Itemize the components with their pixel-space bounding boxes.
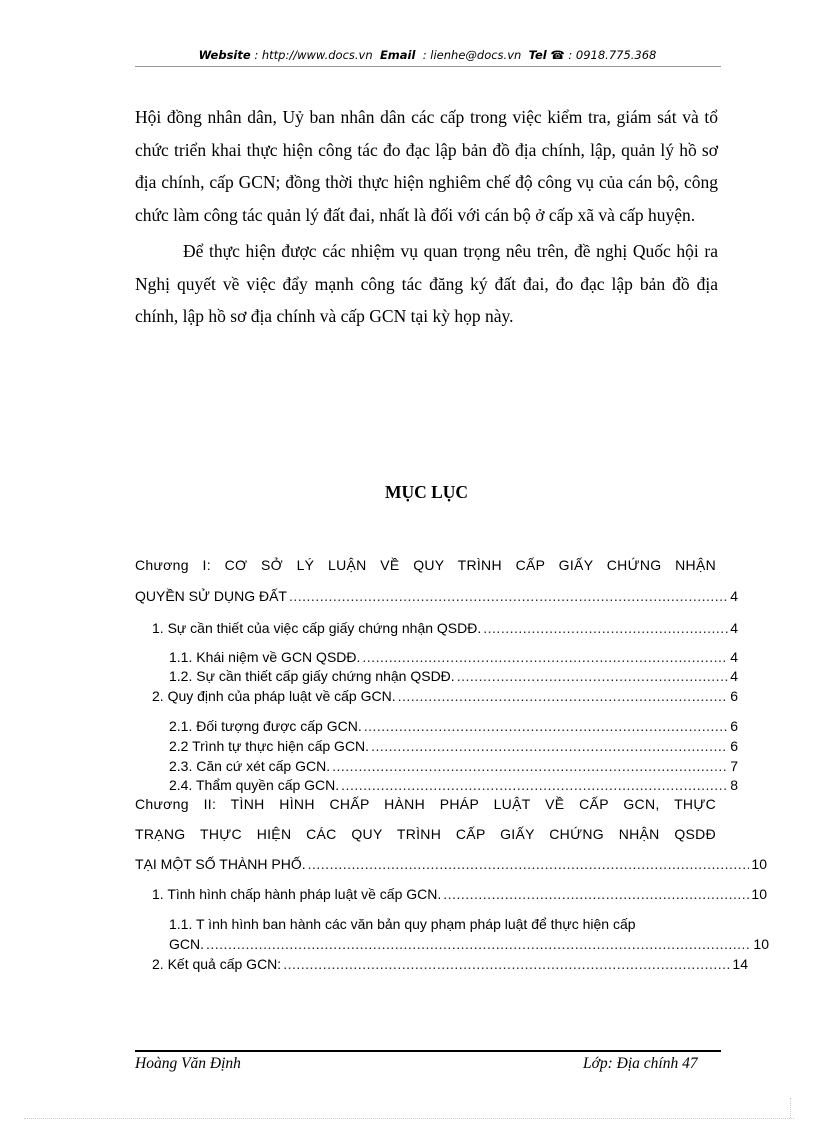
toc-page-number: 6 bbox=[730, 688, 738, 704]
page-header bbox=[135, 48, 720, 62]
toc-leader bbox=[283, 956, 730, 972]
email-label: Email bbox=[379, 48, 416, 62]
toc-leader bbox=[483, 620, 728, 636]
footer-divider bbox=[135, 1050, 721, 1052]
toc-leader bbox=[341, 777, 728, 793]
toc-entry-text: 2.1. Đối tượng được cấp GCN. bbox=[169, 718, 362, 734]
toc-page-number: 8 bbox=[730, 777, 738, 793]
toc-page-number: 6 bbox=[730, 718, 738, 734]
toc-entry-text: 2. Quy định của pháp luật về cấp GCN. bbox=[152, 688, 396, 704]
toc-chapter-2-heading-line-1[interactable]: Chương II: TÌNH HÌNH CHẤP HÀNH PHÁP LUẬT VỀ CẤP GCN, THỰC bbox=[135, 796, 716, 812]
toc-entry[interactable] bbox=[152, 956, 748, 972]
toc-leader bbox=[332, 758, 728, 774]
toc-entry[interactable] bbox=[152, 886, 767, 902]
toc-entry[interactable] bbox=[169, 758, 738, 774]
toc-entry-text: 2.3. Căn cứ xét cấp GCN. bbox=[169, 758, 331, 774]
toc-entry[interactable] bbox=[169, 916, 699, 932]
toc-leader bbox=[457, 668, 729, 684]
toc-chapter-2-heading-line-2[interactable]: TRẠNG THỰC HIỆN CÁC QUY TRÌNH CẤP GIẤY CHỨNG NHẬN QSDĐ bbox=[135, 826, 716, 842]
toc-page-number: 4 bbox=[730, 620, 738, 636]
toc-leader bbox=[362, 649, 728, 665]
toc-chapter-1[interactable] bbox=[135, 588, 738, 604]
page-border-right bbox=[790, 1098, 792, 1118]
footer-author: Hoàng Văn Định bbox=[135, 1055, 241, 1072]
toc-entry[interactable] bbox=[169, 738, 738, 754]
email-address[interactable]: : lienhe@docs.vn bbox=[422, 48, 522, 62]
toc-page-number: 10 bbox=[751, 856, 767, 872]
toc-leader bbox=[308, 856, 750, 872]
toc-chapter-1-heading[interactable]: Chương I: CƠ SỞ LÝ LUẬN VỀ QUY TRÌNH CẤP GIẤY CHỨNG NHẬN bbox=[135, 557, 716, 573]
toc-page-number: 7 bbox=[730, 758, 738, 774]
toc-chapter-1-text: QUYỀN SỬ DỤNG ĐẤT bbox=[135, 588, 287, 604]
toc-page-number: 4 bbox=[730, 588, 738, 604]
toc-page-number: 10 bbox=[751, 886, 767, 902]
toc-leader bbox=[398, 688, 729, 704]
tel-label: Tel bbox=[528, 48, 547, 62]
toc-page-number: 10 bbox=[753, 936, 769, 952]
footer-class: Lớp: Địa chính 47 bbox=[583, 1055, 698, 1072]
toc-chapter-2-text: TẠI MỘT SỐ THÀNH PHỐ. bbox=[135, 856, 306, 872]
toc-page-number: 6 bbox=[730, 738, 738, 754]
toc-page-number: 14 bbox=[732, 956, 748, 972]
toc-entry-text: 2.4. Thẩm quyền cấp GCN. bbox=[169, 777, 340, 793]
toc-entry[interactable] bbox=[169, 668, 738, 684]
toc-entry[interactable] bbox=[152, 688, 738, 704]
website-label: Website bbox=[198, 48, 251, 62]
toc-entry-text: 1.2. Sự cần thiết cấp giấy chứng nhận QSDĐ. bbox=[169, 668, 455, 684]
header-divider bbox=[135, 66, 721, 67]
toc-entry-text: 1. Tình hình chấp hành pháp luật về cấp GCN. bbox=[152, 886, 442, 902]
toc-title: MỤC LỤC bbox=[384, 482, 469, 502]
toc-entry-text: 2.2 Trình tự thực hiện cấp GCN. bbox=[169, 738, 370, 754]
toc-leader bbox=[364, 718, 728, 734]
toc-chapter-2[interactable] bbox=[135, 856, 767, 872]
toc-entry-text: 1.1. Khái niệm về GCN QSDĐ. bbox=[169, 649, 361, 665]
toc-page-number: 4 bbox=[730, 668, 738, 684]
toc-page-number: 4 bbox=[730, 649, 738, 665]
toc-entry[interactable] bbox=[169, 649, 738, 665]
paragraph-2: Để thực hiện được các nhiệm vụ quan trọng nêu trên, đề nghị Quốc hội ra Nghị quyết về việc đẩy mạnh công tác đăng ký đất đai, đo đạc lập bản đồ địa chính, lập hồ sơ địa chính và cấp GCN tại kỳ họp này. bbox=[135, 241, 718, 326]
website-url[interactable]: : http://www.docs.vn bbox=[254, 48, 373, 62]
toc-entry-text: 1.1. T ình hình ban hành các văn bản quy phạm pháp luật để thực hiện cấp bbox=[169, 916, 636, 932]
toc-entry-text: GCN. bbox=[169, 936, 204, 952]
toc-entry[interactable] bbox=[169, 718, 738, 734]
page-border-bottom bbox=[24, 1118, 794, 1119]
paragraph-1: Hội đồng nhân dân, Uỷ ban nhân dân các cấp trong việc kiểm tra, giám sát và tổ chức triển khai thực hiện công tác đo đạc lập bản đồ địa chính, lập, quản lý hồ sơ địa chính, cấp GCN; đồng thời thực hiện nghiêm chế độ công vụ của cán bộ, công chức làm công tác quản lý đất đai, nhất là đối với cán bộ ở cấp xã và cấp huyện. bbox=[135, 107, 718, 225]
toc-leader bbox=[371, 738, 728, 754]
toc-entry[interactable] bbox=[169, 777, 738, 793]
toc-entry[interactable] bbox=[152, 620, 738, 636]
tel-number: ☎ : 0918.775.368 bbox=[550, 48, 657, 62]
toc-leader bbox=[443, 886, 749, 902]
body-text bbox=[135, 101, 718, 333]
toc-entry-text: 1. Sự cần thiết của việc cấp giấy chứng nhận QSDĐ. bbox=[152, 620, 482, 636]
toc-entry[interactable] bbox=[169, 936, 769, 952]
toc-entry-text: 2. Kết quả cấp GCN: bbox=[152, 956, 282, 972]
toc-leader bbox=[206, 936, 751, 952]
toc-leader bbox=[289, 588, 728, 604]
